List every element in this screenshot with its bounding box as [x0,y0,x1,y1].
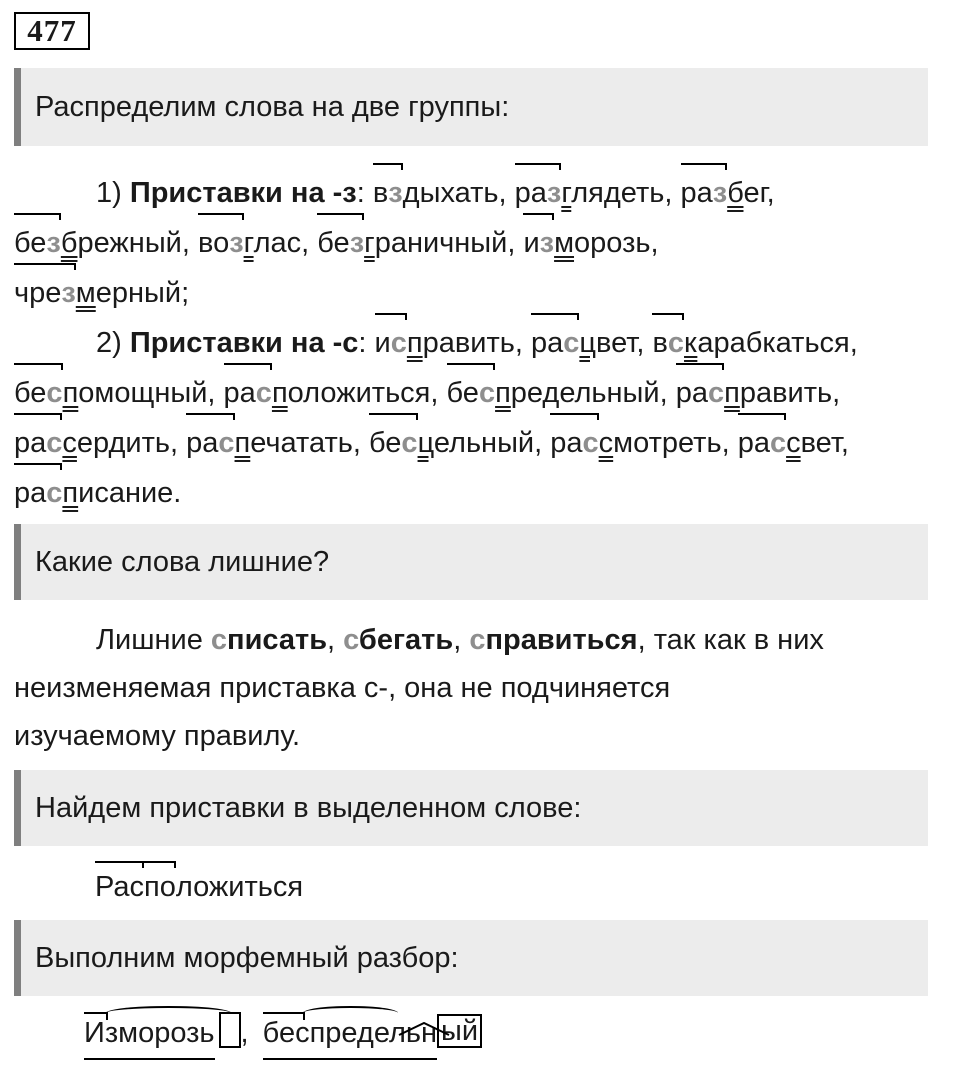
word-vozglas: возглас [198,227,301,259]
word-bespredelny: беспредельный [447,377,660,409]
group2-number: 2) [96,327,122,359]
extra-word-spisat: списать [210,624,328,656]
word-rasserdit: рассердить [14,427,170,459]
section-heading-morph [14,920,928,996]
prefix-mark [84,1012,108,1020]
word-rascvet: расцвет [531,327,636,359]
word-raspisanie: расписание [14,477,173,509]
word-vzdyhat: вздыхать [373,177,499,209]
extra-line3: изучаемому правилу. [14,720,301,752]
prefix-example [95,866,303,908]
heading-text: Найдем приставки в выделенном слове: [35,791,582,824]
extra-line2: неизменяемая приставка с-, она не подчиняется [14,672,671,704]
group2-paragraph: 2) Приставки на -с: исправить, расцвет, вскарабкаться, беспомощный, расположиться, беспредельный, расправить, рассердить, распечатать, бесцельный, рассмотреть, рассвет, расписание. [14,318,944,518]
heading-text: Распределим слова на две группы: [35,90,510,123]
word-bescelny: бесцельный [369,427,534,459]
heading-text: Выполним морфемный разбор: [35,941,459,974]
word-izmoroz: изморозь [523,227,650,259]
group1-label: Приставки на -з [129,177,357,209]
word-chrezmerny: чрезмерный [14,277,181,309]
heading-text: Какие слова лишние? [35,545,330,578]
group1-paragraph: 1) Приставки на -з: вздыхать, разглядеть, разбег, безбрежный, возглас, безграничный, изморозь, чрезмерный; [14,168,944,318]
word-razbeg: разбег [681,177,767,209]
word-rassmotret: рассмотреть [550,427,721,459]
group1-number: 1) [96,177,122,209]
word-raspechatat: распечатать [186,427,353,459]
word-razglyadet: разглядеть [515,177,665,209]
word-bespomoshchny: беспомощный [14,377,207,409]
extra-lead: Лишние [96,624,203,656]
extra-paragraph: Лишние списать, сбегать, справиться, так как в них неизменяемая приставка с-, она не подчиняется изучаемому правилу. [14,616,944,760]
extra-word-spravitsya: справиться [469,624,638,656]
prefix-ras: Рас [95,866,144,908]
morph-example [84,1010,482,1060]
section-heading-prefix [14,770,928,846]
extra-word-sbegat: сбегать [343,624,454,656]
prefix-example-rest: ложиться [175,871,304,903]
word-ispravit: исправить [375,327,515,359]
word-bezbrezhny: безбрежный [14,227,182,259]
word-bezgranichny: безграничный [317,227,507,259]
section-heading-extra [14,524,928,600]
prefix-po: по [144,866,176,908]
morph-word-bespredelny: беспредельн ый [263,1010,482,1060]
extra-rest: , так как в них [637,624,824,656]
word-vskarabkatsya: вскарабкаться [652,327,849,359]
word-raspolozhitsya: расположиться [224,377,431,409]
group2-label: Приставки на -с [129,327,359,359]
word-raspravit: расправить [676,377,832,409]
prefix-mark [263,1012,305,1020]
morph-separator: , [240,1017,249,1049]
word-rassvet: рассвет [738,427,841,459]
root-mark [303,1006,398,1020]
root-mark [106,1006,231,1020]
section-heading-groups [14,68,928,146]
exercise-number: 477 [14,12,90,50]
morph-word-izmoroz: Изморозь [84,1010,215,1060]
suffix-mark [398,1004,450,1016]
ending-box: ый [437,1014,482,1048]
